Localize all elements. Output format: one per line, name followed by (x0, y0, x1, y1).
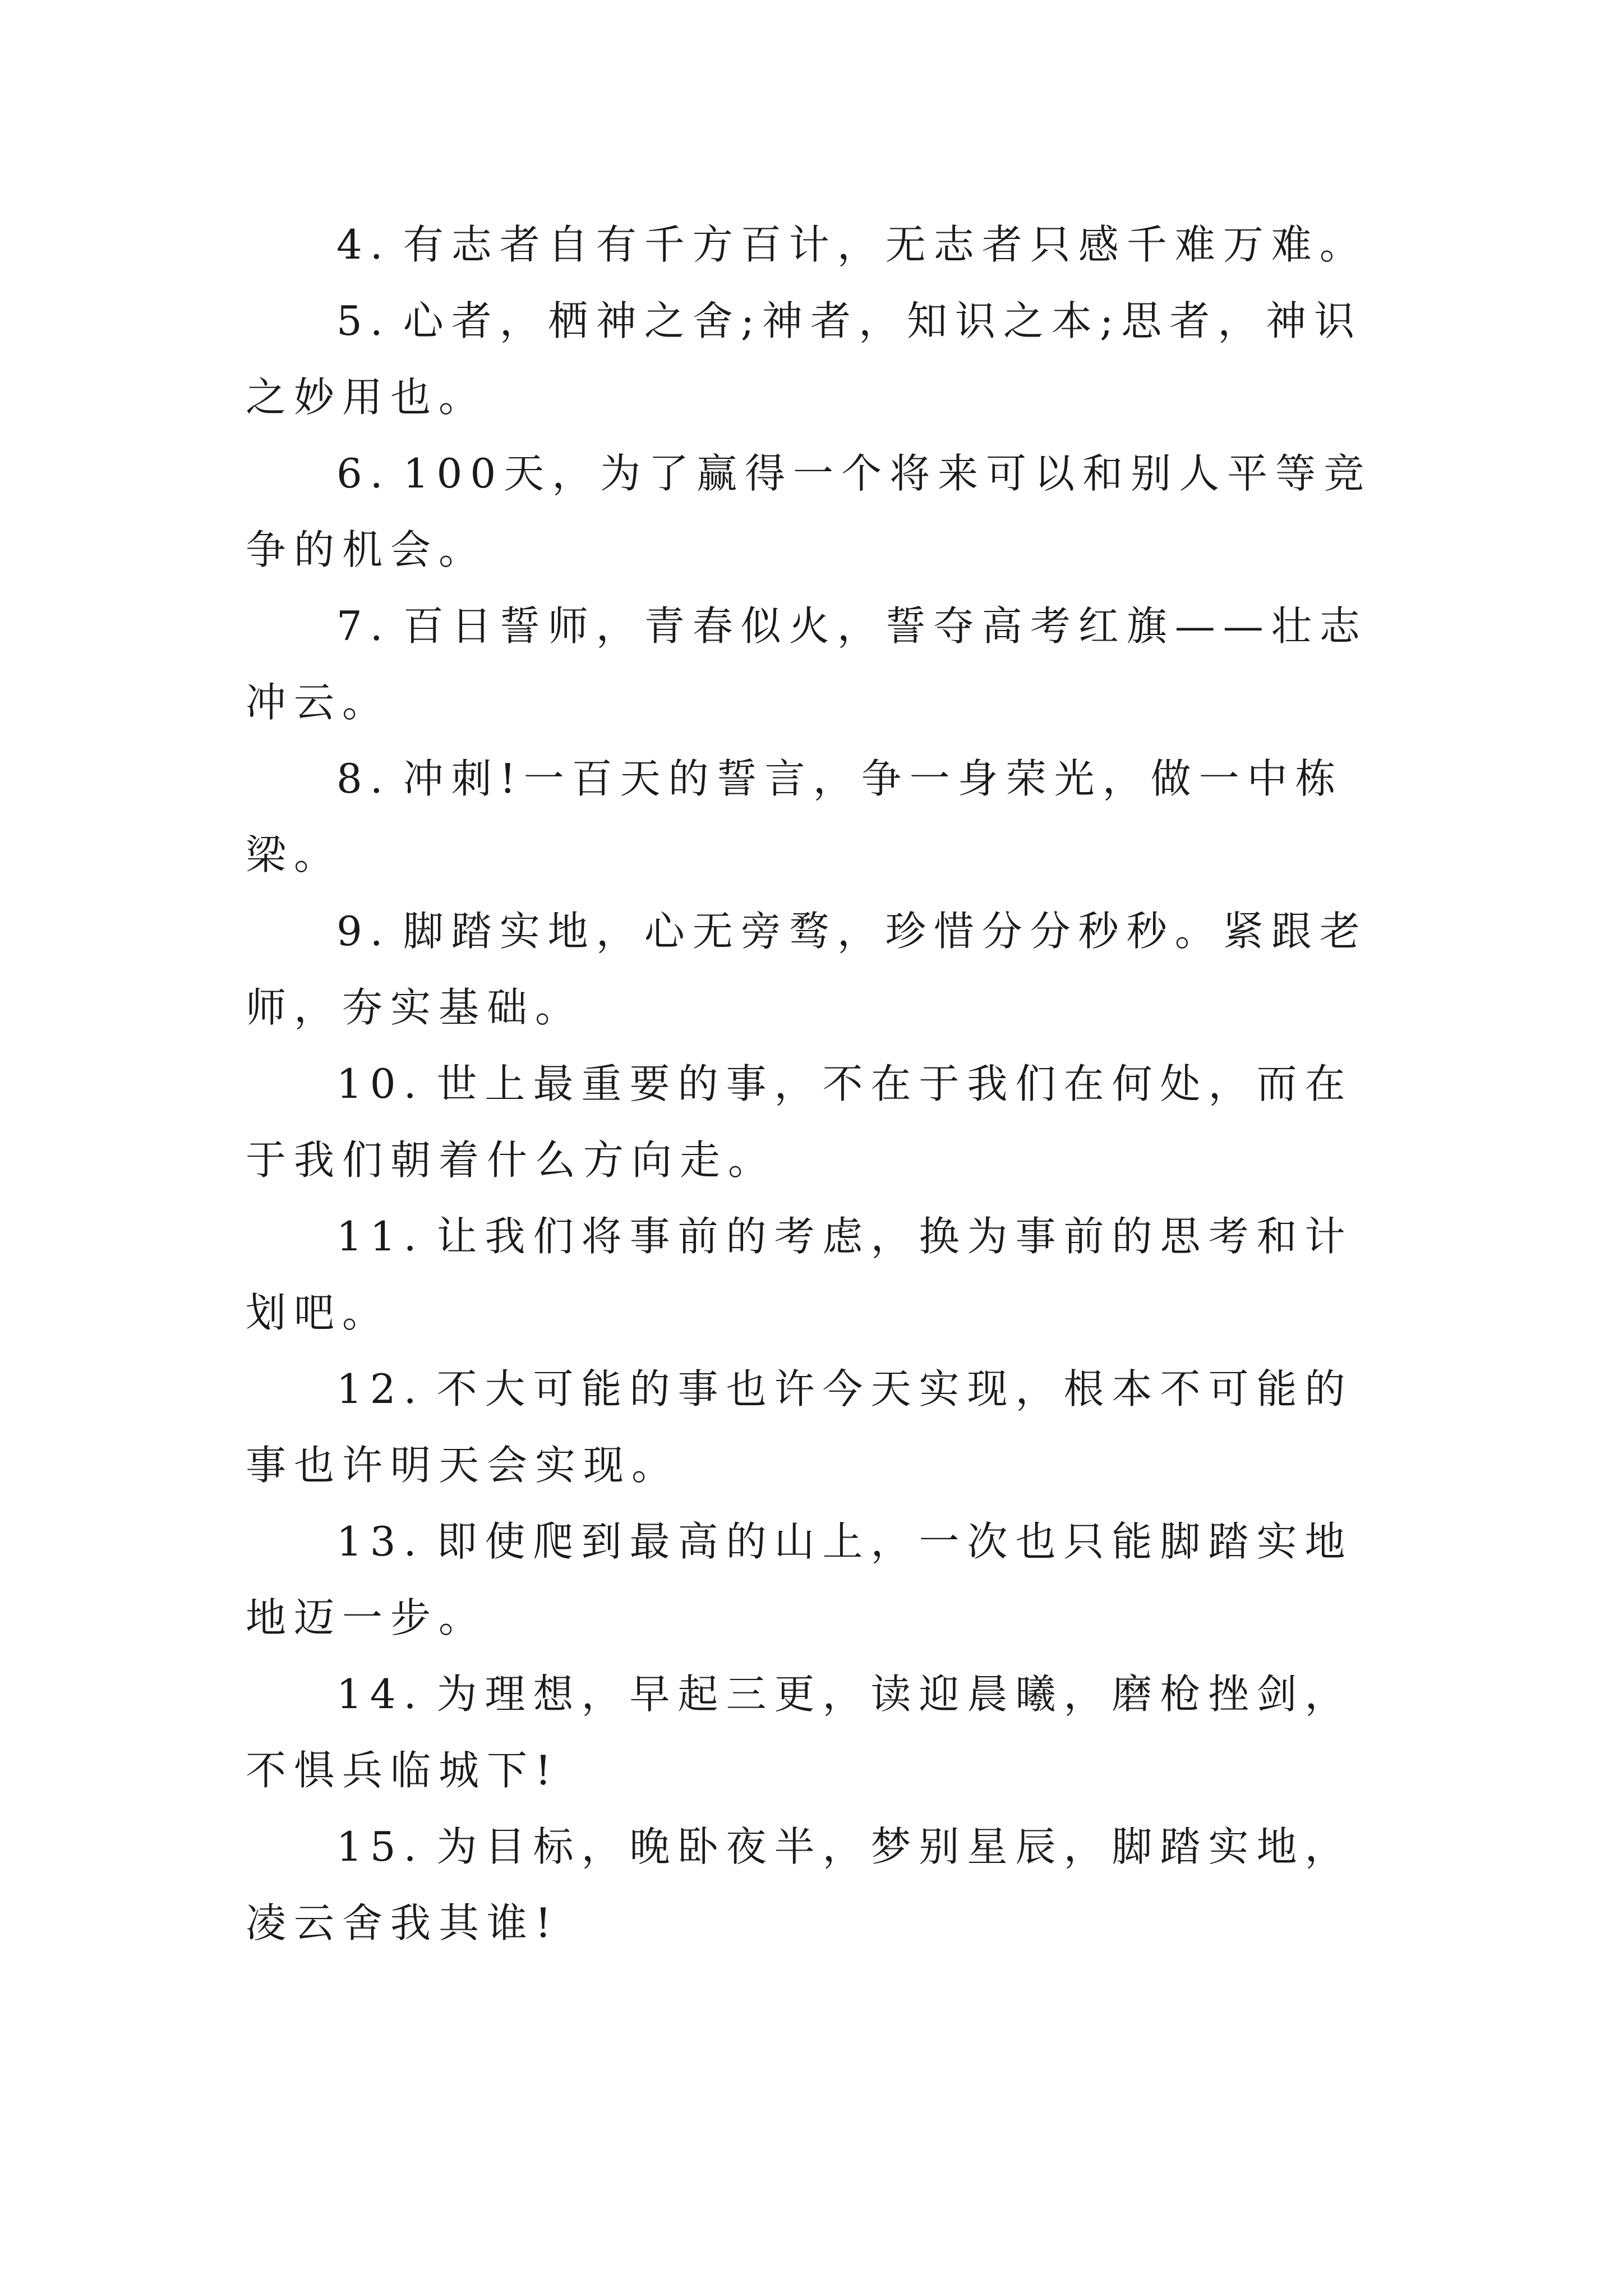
item-text: 为目标，晚卧夜半，梦别星辰，脚踏实地，凌云舍我其谁! (246, 1823, 1353, 1947)
list-item (246, 1809, 1390, 1961)
document-body (246, 206, 1390, 1961)
item-text: 100天，为了赢得一个将来可以和别人平等竞争的机会。 (246, 450, 1372, 573)
item-text: 不大可能的事也许今天实现，根本不可能的事也许明天会实现。 (246, 1365, 1353, 1489)
item-number: 10. (336, 1060, 425, 1107)
item-text: 让我们将事前的考虑，换为事前的思考和计划吧。 (246, 1213, 1353, 1336)
item-text: 心者，栖神之舍;神者，知识之本;思者，神识之妙用也。 (246, 297, 1363, 421)
list-item (246, 588, 1390, 740)
item-text: 脚踏实地，心无旁骛，珍惜分分秒秒。紧跟老师，夯实基础。 (246, 908, 1368, 1031)
item-text: 冲刺!一百天的誓言，争一身荣光，做一中栋梁。 (246, 755, 1344, 878)
list-item (246, 893, 1390, 1046)
list-item (246, 740, 1390, 893)
item-text: 即使爬到最高的山上，一次也只能脚踏实地地迈一步。 (246, 1518, 1353, 1641)
item-number: 5. (336, 297, 391, 344)
list-item (246, 1046, 1390, 1198)
item-number: 9. (336, 908, 391, 955)
list-item (246, 435, 1390, 588)
list-item (246, 1656, 1390, 1809)
item-text: 有志者自有千方百计，无志者只感千难万难。 (403, 221, 1368, 268)
item-number: 15. (336, 1823, 425, 1870)
item-number: 8. (336, 755, 391, 802)
item-number: 14. (336, 1671, 425, 1718)
list-item (246, 206, 1390, 283)
item-number: 7. (336, 602, 391, 650)
item-text: 为理想，早起三更，读迎晨曦，磨枪挫剑，不惧兵临城下! (246, 1671, 1353, 1794)
item-number: 12. (336, 1365, 425, 1412)
list-item (246, 1503, 1390, 1656)
item-number: 11. (336, 1213, 425, 1260)
item-number: 6. (336, 450, 391, 497)
item-number: 4. (336, 221, 391, 268)
item-text: 百日誓师，青春似火，誓夺高考红旗——壮志冲云。 (246, 602, 1368, 726)
list-item (246, 283, 1390, 435)
item-text: 世上最重要的事，不在于我们在何处，而在于我们朝着什么方向走。 (246, 1060, 1353, 1184)
item-number: 13. (336, 1518, 425, 1565)
list-item (246, 1351, 1390, 1503)
list-item (246, 1198, 1390, 1351)
